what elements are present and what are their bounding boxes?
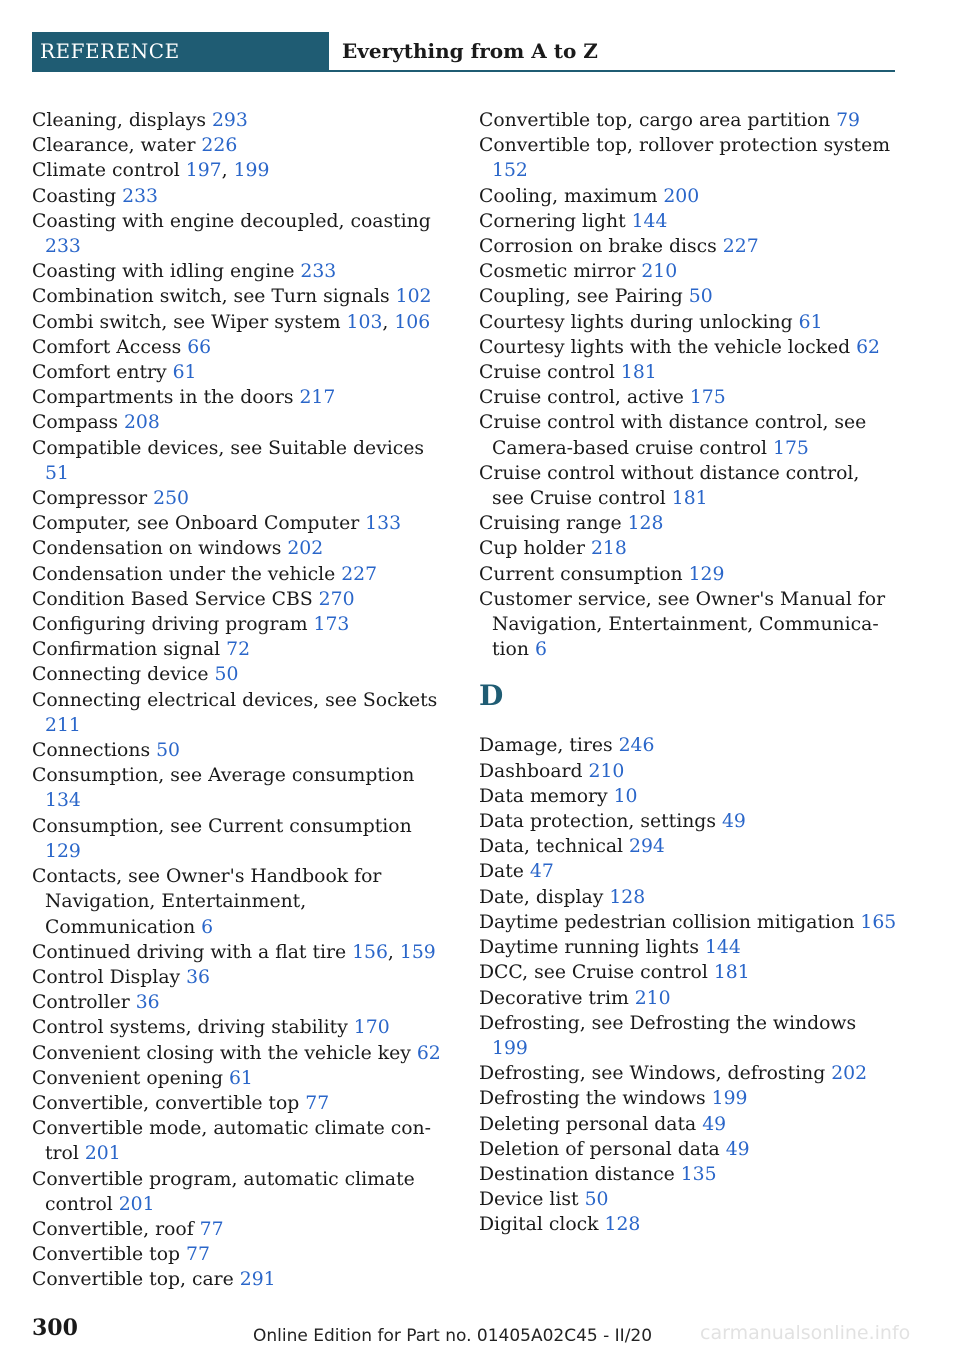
index-term: Compressor (32, 488, 154, 510)
page-title: Everything from A to Z (342, 39, 598, 63)
page-number: 300 (32, 1315, 78, 1341)
page-link[interactable]: 102 (395, 286, 432, 308)
watermark: carmanualsonline.info (700, 1322, 911, 1344)
index-entry (32, 360, 452, 385)
page-link[interactable]: 129 (45, 840, 81, 862)
index-term: Cruise control (479, 362, 621, 384)
index-entry (32, 1091, 452, 1116)
page-link[interactable]: 233 (300, 261, 337, 283)
index-term: Compatible devices, see Suitable devices (32, 437, 425, 459)
page-link[interactable]: 49 (725, 1138, 750, 1160)
index-term: Defrosting, see Windows, defrosting (479, 1063, 832, 1085)
index-term: Computer, see Onboard Computer (32, 513, 366, 535)
index-entry (479, 410, 897, 460)
page-link[interactable]: 66 (187, 336, 212, 358)
page-link[interactable]: 208 (123, 412, 160, 434)
index-term: Courtesy lights with the vehicle locked (479, 336, 857, 358)
index-term: Convertible top, rollover protection system (479, 135, 891, 157)
index-entry (479, 834, 897, 859)
page-link[interactable]: 197 (185, 160, 222, 182)
page-link[interactable]: 210 (634, 987, 671, 1009)
index-entry (32, 410, 452, 435)
index-entry (32, 133, 452, 158)
page-link[interactable]: 181 (620, 362, 657, 384)
index-entry (32, 511, 452, 536)
index-term: Combination switch, see Turn signals (32, 286, 396, 308)
index-letter-heading: D (479, 679, 504, 713)
page-link[interactable]: 49 (721, 811, 746, 833)
index-term: Current consumption (479, 563, 689, 585)
index-entry (479, 1187, 897, 1212)
index-term: Cruising range (479, 513, 628, 535)
index-term: Cup holder (479, 538, 591, 560)
page-link[interactable]: 62 (856, 336, 881, 358)
index-column-left (32, 108, 452, 1293)
page-link[interactable]: 50 (688, 286, 713, 308)
index-entry (479, 335, 897, 360)
index-term: Configuring driving program (32, 614, 314, 636)
page-link[interactable]: 233 (45, 236, 81, 258)
page-link[interactable]: 201 (118, 1193, 155, 1215)
page-link[interactable]: 152 (492, 160, 528, 182)
index-entry (32, 108, 452, 133)
page-link[interactable]: 49 (702, 1113, 727, 1135)
page-link[interactable]: 270 (318, 588, 355, 610)
page-link[interactable]: 72 (226, 639, 251, 661)
page-header (32, 32, 895, 72)
index-term: Condition Based Service CBS (32, 588, 319, 610)
page-link[interactable]: 293 (211, 110, 248, 131)
index-term: Courtesy lights during unlocking (479, 311, 799, 333)
page-link[interactable]: 77 (305, 1092, 330, 1114)
page-link[interactable]: 199 (711, 1088, 748, 1110)
index-term: Convenient closing with the vehicle key (32, 1042, 417, 1064)
page-link[interactable]: 202 (831, 1063, 868, 1085)
page-link[interactable]: 6 (534, 639, 547, 661)
index-entry (479, 259, 897, 284)
index-term: Device list (479, 1189, 585, 1211)
index-term: Comfort Access (32, 336, 188, 358)
index-column-right (479, 108, 897, 1238)
index-entry (32, 486, 452, 511)
page-link[interactable]: 50 (584, 1189, 609, 1211)
index-term: Clearance, water (32, 135, 202, 157)
index-entry (479, 133, 897, 183)
index-term: Dashboard (479, 760, 589, 782)
page-link[interactable]: 226 (201, 135, 238, 157)
index-entry (32, 1015, 452, 1040)
index-term: Defrosting the windows (479, 1088, 712, 1110)
index-term: Data memory (479, 785, 614, 807)
index-term: Corrosion on brake discs (479, 236, 723, 258)
index-entry (479, 284, 897, 309)
page-link[interactable]: 210 (641, 261, 678, 283)
index-term: Convertible, roof (32, 1218, 200, 1240)
index-term: Convertible top, care (32, 1269, 240, 1291)
index-entry (479, 234, 897, 259)
index-term: Cooling, maximum (479, 185, 664, 207)
index-entry (32, 814, 452, 864)
index-entry (479, 759, 897, 784)
index-term: Combi switch, see Wiper system (32, 311, 347, 333)
index-term: Climate control (32, 160, 186, 182)
page-link[interactable]: 10 (613, 785, 638, 807)
index-entry (32, 1167, 452, 1217)
index-term: Connecting electrical devices, see Sockets (32, 689, 438, 711)
index-entry (479, 986, 897, 1011)
page-link[interactable]: 36 (186, 966, 210, 988)
page-link[interactable]: 61 (228, 1067, 253, 1089)
index-entry (479, 184, 897, 209)
page-link[interactable]: 128 (604, 1214, 641, 1236)
page-link[interactable]: 134 (45, 790, 81, 812)
section-label: REFERENCE (32, 32, 329, 70)
index-term: Deleting personal data (479, 1113, 703, 1135)
index-group-d (479, 733, 897, 1237)
index-entry (32, 990, 452, 1015)
page-link[interactable]: 217 (299, 387, 336, 409)
page-link[interactable]: 61 (798, 311, 823, 333)
page-link[interactable]: 175 (773, 437, 809, 459)
index-term: Convertible, convertible top (32, 1092, 306, 1114)
index-term: Connections (32, 740, 157, 762)
index-term: Data protection, settings (479, 811, 722, 833)
index-entry (479, 935, 897, 960)
page-link[interactable]: 79 (836, 110, 860, 131)
index-entry (32, 738, 452, 763)
index-entry (32, 184, 452, 209)
index-term: Cruise control with distance control, see Camera-based cruise control (479, 412, 867, 459)
index-term: Decorative trim (479, 987, 635, 1009)
index-term: Contacts, see Owner's Handbook for Navigation, Entertainment, Communication (32, 866, 382, 938)
page-link[interactable]: 201 (84, 1143, 121, 1165)
page-link[interactable]: 170 (353, 1017, 390, 1039)
page-link[interactable]: 159 (399, 941, 436, 963)
index-entry (479, 310, 897, 335)
page-link[interactable]: 233 (122, 185, 159, 207)
page-link[interactable]: 227 (722, 236, 759, 258)
index-term: Convertible mode, automatic climate control (32, 1118, 431, 1165)
page-link[interactable]: 246 (618, 735, 655, 757)
index-term: DCC, see Cruise control (479, 962, 714, 984)
index-term: Deletion of personal data (479, 1138, 726, 1160)
index-entry (479, 809, 897, 834)
page-link[interactable]: 218 (590, 538, 627, 560)
index-term: Continued driving with a flat tire (32, 941, 353, 963)
index-term: Confirmation signal (32, 639, 227, 661)
page-link[interactable]: 294 (629, 836, 665, 858)
index-entry (32, 965, 452, 990)
index-term: Compartments in the doors (32, 387, 300, 409)
page-link[interactable]: 128 (627, 513, 664, 535)
index-entry (32, 536, 452, 561)
index-term: Coasting with engine decoupled, coasting (32, 210, 431, 232)
index-entry (479, 108, 897, 133)
index-entry (32, 562, 452, 587)
page-link[interactable]: 173 (313, 614, 350, 636)
index-entry (479, 910, 897, 935)
index-entry (479, 536, 897, 561)
index-entry (32, 1041, 452, 1066)
index-entry (479, 511, 897, 536)
page-link[interactable]: 144 (704, 937, 741, 959)
index-entry (479, 1061, 897, 1086)
index-term: Cruise control without distance control, see Cruise control (479, 462, 860, 510)
index-entry (32, 637, 452, 662)
index-entry (479, 885, 897, 910)
index-term: Daytime running lights (479, 937, 705, 959)
page-link[interactable]: 77 (186, 1244, 210, 1266)
index-entry (479, 587, 897, 663)
index-entry: Climate control 197, 199 (32, 160, 270, 182)
index-entry (479, 562, 897, 587)
index-entry (479, 1086, 897, 1111)
index-term: Convertible top, cargo area partition (479, 110, 837, 131)
index-entry: Combi switch, see Wiper system 103, 106 (32, 311, 431, 333)
index-term: Comfort entry (32, 362, 173, 384)
page-link[interactable]: 250 (153, 488, 189, 510)
index-entry (32, 688, 452, 738)
index-entry (32, 612, 452, 637)
index-term: Customer service, see Owner's Manual for Navigation, Entertainment, Communication (479, 588, 886, 661)
index-entry: Continued driving with a flat tire 156, 159 (32, 941, 436, 963)
index-entry (32, 209, 452, 259)
index-entry (32, 1116, 452, 1166)
index-entry (32, 1267, 452, 1292)
page-link[interactable]: 211 (45, 714, 81, 736)
page-link[interactable]: 199 (492, 1037, 528, 1059)
index-entry (32, 335, 452, 360)
index-entry (479, 1112, 897, 1137)
index-entry (32, 763, 452, 813)
index-entry (479, 1011, 897, 1061)
page-link[interactable]: 128 (609, 886, 646, 908)
page-link[interactable]: 199 (233, 160, 270, 182)
index-term: Cornering light (479, 210, 632, 232)
index-term: Cleaning, displays (32, 110, 212, 131)
index-term: Convertible program, automatic climate control (32, 1168, 415, 1215)
index-entry (479, 360, 897, 385)
page-link[interactable]: 50 (156, 740, 180, 762)
index-term: Compass (32, 412, 124, 434)
page-link[interactable]: 165 (860, 911, 897, 933)
index-entry (479, 784, 897, 809)
index-entry (32, 864, 452, 940)
page-link[interactable]: 62 (416, 1042, 441, 1064)
page-link[interactable]: 291 (239, 1269, 276, 1291)
index-entry (32, 284, 452, 309)
index-term: Condensation under the vehicle (32, 563, 342, 585)
index-term: Connecting device (32, 664, 215, 686)
page-link[interactable]: 129 (688, 563, 725, 585)
index-entry (479, 733, 897, 758)
index-term: Coasting with idling engine (32, 261, 301, 283)
page-link[interactable]: 106 (394, 311, 431, 333)
index-term: Consumption, see Current consumption (32, 815, 412, 837)
index-entry (479, 859, 897, 884)
index-entry (32, 259, 452, 284)
page-link[interactable]: 175 (689, 387, 726, 409)
index-term: Coupling, see Pairing (479, 286, 689, 308)
index-entry (479, 461, 897, 511)
index-entry (32, 1242, 452, 1267)
page-link[interactable]: 77 (199, 1218, 224, 1240)
index-entry (32, 436, 452, 486)
page-link[interactable]: 181 (713, 962, 750, 984)
index-entry (32, 385, 452, 410)
page-link[interactable]: 135 (680, 1163, 717, 1185)
index-term: Digital clock (479, 1214, 605, 1236)
index-entry (32, 587, 452, 612)
index-entry (479, 1137, 897, 1162)
index-term: Condensation on windows (32, 538, 288, 560)
page-link[interactable]: 156 (352, 941, 388, 963)
index-entry (479, 1162, 897, 1187)
page-link[interactable]: 51 (45, 462, 69, 484)
index-term: Control systems, driving stability (32, 1017, 354, 1039)
index-term: Consumption, see Average consumption (32, 765, 415, 787)
index-entry (32, 1066, 452, 1091)
page-link[interactable]: 181 (671, 488, 708, 510)
index-term: Control Display (32, 966, 187, 988)
index-term: Data, technical (479, 836, 630, 858)
index-entry (479, 385, 897, 410)
index-term: Daytime pedestrian collision mitigation (479, 911, 861, 933)
page-link[interactable]: 103 (346, 311, 383, 333)
index-term: Damage, tires (479, 735, 619, 757)
page-link[interactable]: 36 (135, 992, 160, 1014)
index-term: Convenient opening (32, 1067, 229, 1089)
index-entry (479, 209, 897, 234)
page-link[interactable]: 6 (201, 916, 214, 938)
index-entry (32, 662, 452, 687)
index-term: Controller (32, 992, 136, 1014)
page-link[interactable]: 227 (341, 563, 378, 585)
index-entry (32, 1217, 452, 1242)
index-group-c (479, 108, 897, 662)
index-term: Cosmetic mirror (479, 261, 642, 283)
index-term: Cruise control, active (479, 387, 690, 409)
index-term: Destination distance (479, 1163, 681, 1185)
footer-edition: Online Edition for Part no. 01405A02C45 - II/20 (253, 1326, 653, 1346)
page-link[interactable]: 61 (172, 362, 197, 384)
index-entry (479, 1212, 897, 1237)
index-entry (479, 960, 897, 985)
page-link[interactable]: 144 (631, 210, 668, 232)
index-term: Coasting (32, 185, 123, 207)
page-link[interactable]: 47 (529, 861, 554, 883)
page-link[interactable]: 202 (287, 538, 324, 560)
index-term: Date (479, 861, 530, 883)
page-link[interactable]: 200 (663, 185, 700, 207)
page-link[interactable]: 210 (588, 760, 625, 782)
page-link[interactable]: 133 (365, 513, 402, 535)
page-link[interactable]: 50 (214, 664, 239, 686)
index-term: Defrosting, see Defrosting the windows (479, 1012, 857, 1034)
index-term: Convertible top (32, 1244, 186, 1266)
index-term: Date, display (479, 886, 610, 908)
